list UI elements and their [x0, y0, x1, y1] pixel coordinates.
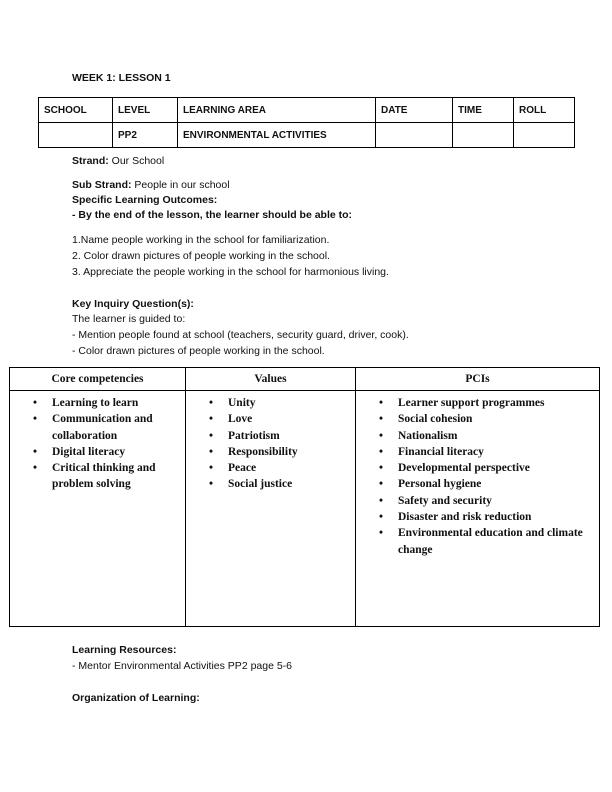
bullet-icon: •	[379, 413, 384, 426]
list-item-text: Safety and security	[398, 494, 492, 507]
list-item	[186, 428, 355, 444]
bullet-icon: •	[379, 478, 384, 491]
outcome-1: 1.Name people working in the school for familiarization.	[72, 234, 330, 246]
header-time: TIME	[453, 98, 514, 123]
list-item	[356, 493, 599, 509]
list-item	[186, 444, 355, 460]
list-item	[356, 460, 599, 476]
bullet-icon: •	[33, 397, 38, 409]
cell-date	[376, 123, 453, 148]
list-item-text: Developmental perspective	[398, 462, 530, 475]
kiq-intro: The learner is guided to:	[72, 313, 186, 325]
list-item-text: Patriotism	[228, 429, 280, 442]
bullet-icon: •	[379, 527, 384, 540]
cell-time	[453, 123, 514, 148]
cell-learning-area: ENVIRONMENTAL ACTIVITIES	[178, 123, 376, 148]
core-competencies-cell	[10, 391, 186, 627]
header-level: LEVEL	[113, 98, 178, 123]
learning-resources-heading: Learning Resources:	[72, 644, 177, 656]
bullet-icon: •	[33, 462, 38, 475]
list-item-text: Financial literacy	[398, 445, 484, 458]
cell-school	[39, 123, 113, 148]
table-row	[10, 391, 600, 627]
strand-label: Strand:	[72, 155, 109, 167]
bullet-icon: •	[379, 511, 384, 524]
sub-strand-line	[72, 178, 230, 193]
list-item	[186, 411, 355, 427]
kiq-item-1: - Mention people found at school (teachers, security guard, driver, cook).	[72, 329, 409, 341]
list-item	[10, 395, 185, 411]
list-item-text: Learner support programmes	[398, 397, 545, 409]
list-item	[356, 411, 599, 427]
header-pcis: PCIs	[356, 368, 600, 391]
bullet-icon: •	[209, 462, 214, 475]
list-item-text: Responsibility	[228, 445, 298, 458]
list-item-text: Social justice	[228, 478, 293, 491]
bullet-icon: •	[209, 429, 214, 442]
core-competencies-list	[10, 395, 185, 493]
learning-resource-item: - Mentor Environmental Activities PP2 page 5-6	[72, 660, 293, 672]
list-item-text: Disaster and risk reduction	[398, 511, 532, 524]
cell-roll	[514, 123, 575, 148]
table-row	[39, 123, 575, 148]
bullet-icon: •	[209, 413, 214, 426]
cell-level: PP2	[113, 123, 178, 148]
list-item	[10, 460, 185, 493]
list-item-text: Social cohesion	[398, 413, 473, 426]
header-values: Values	[186, 368, 356, 391]
list-item-text: Peace	[228, 462, 257, 475]
outcome-2: 2. Color drawn pictures of people working in the school.	[72, 250, 330, 262]
list-item-text: Personal hygiene	[398, 478, 482, 491]
bullet-icon: •	[33, 413, 38, 426]
strand-value: Our School	[108, 155, 165, 167]
sub-strand-value: People in our school	[131, 179, 230, 191]
bullet-icon: •	[379, 429, 384, 442]
strand-line	[72, 154, 164, 169]
values-cell	[186, 391, 356, 627]
list-item	[186, 460, 355, 476]
list-item	[186, 395, 355, 411]
header-roll: ROLL	[514, 98, 575, 123]
slo-heading: Specific Learning Outcomes:	[72, 194, 218, 206]
pcis-cell	[356, 391, 600, 627]
list-item	[356, 525, 599, 558]
list-item-text: Critical thinking and problem solving	[52, 462, 156, 491]
bullet-icon: •	[379, 445, 384, 458]
values-list	[186, 395, 355, 493]
list-item	[356, 444, 599, 460]
header-learning-area: LEARNING AREA	[178, 98, 376, 123]
list-item	[10, 444, 185, 460]
list-item-text: Communication and collaboration	[52, 413, 153, 442]
bullet-icon: •	[209, 397, 214, 409]
list-item	[356, 509, 599, 525]
list-item	[356, 395, 599, 411]
sub-strand-label: Sub Strand:	[72, 179, 132, 191]
list-item	[356, 428, 599, 444]
header-core-competencies: Core competencies	[10, 368, 186, 391]
list-item-text: Unity	[228, 397, 256, 409]
kiq-item-2: - Color drawn pictures of people working in the school.	[72, 345, 325, 357]
bullet-icon: •	[209, 478, 214, 491]
table-header-row	[39, 98, 575, 123]
competencies-table	[9, 367, 600, 627]
list-item	[356, 476, 599, 492]
pcis-list	[356, 395, 599, 558]
bullet-icon: •	[33, 445, 38, 458]
kiq-heading: Key Inquiry Question(s):	[72, 298, 194, 310]
bullet-icon: •	[379, 397, 384, 409]
list-item-text: Environmental education and climate change	[398, 527, 583, 556]
list-item-text: Nationalism	[398, 429, 458, 442]
outcome-3: 3. Appreciate the people working in the school for harmonious living.	[72, 266, 389, 278]
list-item-text: Love	[228, 413, 253, 426]
table-header-row	[10, 368, 600, 391]
header-date: DATE	[376, 98, 453, 123]
list-item-text: Digital literacy	[52, 445, 126, 458]
bullet-icon: •	[379, 494, 384, 507]
list-item	[186, 476, 355, 492]
header-school: SCHOOL	[39, 98, 113, 123]
slo-intro: - By the end of the lesson, the learner should be able to:	[72, 209, 353, 221]
week-heading: WEEK 1: LESSON 1	[72, 72, 171, 84]
list-item-text: Learning to learn	[52, 397, 139, 409]
list-item	[10, 411, 185, 444]
organization-heading: Organization of Learning:	[72, 692, 200, 704]
lesson-info-table	[38, 97, 575, 148]
bullet-icon: •	[209, 445, 214, 458]
bullet-icon: •	[379, 462, 384, 475]
